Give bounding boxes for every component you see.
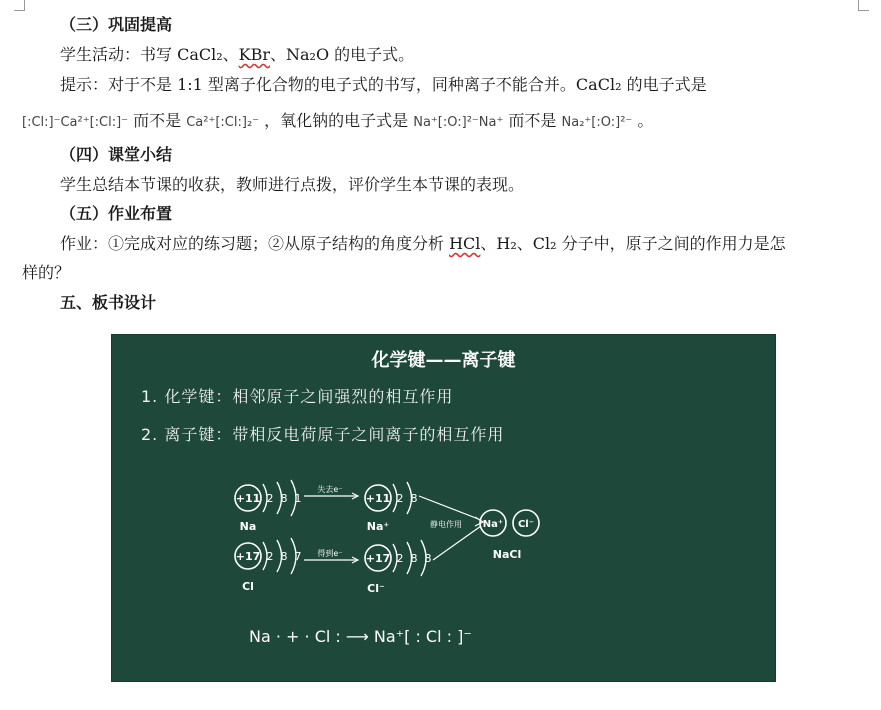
nacl-label: NaCl — [492, 548, 522, 561]
corner-mark-left — [14, 0, 25, 11]
na-atom — [235, 480, 302, 533]
section3-hint: 提示：对于不是 1:1 型离子化合物的电子式的书写，同种离子不能合并。CaCl₂ 的电子式是 — [60, 75, 707, 94]
formula-end: 。 — [637, 111, 654, 130]
na-shell-2: 8 — [280, 492, 288, 505]
corner-mark-right — [858, 0, 869, 11]
cl-label: Cl — [242, 580, 254, 593]
cl-ion-nucleus: +17 — [365, 552, 391, 565]
na-ion-shell-1: 2 — [396, 492, 404, 505]
section5-text-line1: 作业：①完成对应的练习题；②从原子结构的角度分析 HCl、H₂、Cl₂ 分子中，原子之间的作用力是怎 — [60, 234, 786, 253]
na2o-wrong-formula: Na₂⁺[:O:]²⁻ — [561, 115, 633, 130]
cl-ion — [365, 540, 432, 595]
section5-heading: （五）作业布置 — [60, 204, 173, 223]
cl-ion-shell-2: 8 — [410, 552, 418, 565]
nacl-pair — [480, 510, 539, 561]
na-shell-3: 1 — [294, 492, 302, 505]
na-nucleus: +11 — [235, 492, 261, 505]
section3-activity: 学生活动：书写 CaCl₂、KBr、Na₂O 的电子式。 — [60, 45, 415, 64]
electrostatic-label: 静电作用 — [430, 520, 462, 529]
formula-line — [22, 110, 653, 134]
text-not1: 而不是 — [133, 111, 182, 130]
na-ion-nucleus: +11 — [365, 492, 391, 505]
gain-electron-label: 得到e⁻ — [317, 549, 343, 558]
ionic-bond-diagram — [111, 334, 776, 682]
section4-heading: （四）课堂小结 — [60, 145, 173, 164]
hcl-underlined: HCl — [449, 234, 481, 253]
cl-shell-2: 8 — [280, 550, 288, 563]
lose-electron-label: 失去e⁻ — [317, 485, 343, 494]
na-ion-shell-2: 8 — [410, 492, 418, 505]
na-ion — [365, 482, 418, 533]
board-title: 化学键——离子键 — [371, 350, 516, 371]
electron-transfer-equation: Na · + · Cl : ⟶ Na⁺[ : Cl : ]⁻ — [249, 627, 472, 646]
nacl-cl: Cl⁻ — [517, 519, 535, 530]
cacl2-correct-formula: [:Cl:]⁻Ca²⁺[:Cl:]⁻ — [22, 115, 129, 130]
nacl-na: Na⁺ — [482, 519, 504, 530]
board-section-heading: 五、板书设计 — [60, 293, 157, 312]
kbr-underlined: KBr — [238, 45, 271, 64]
section3-heading: （三）巩固提高 — [60, 15, 173, 34]
text-na2o: ，氧化钠的电子式是 — [264, 111, 409, 130]
cl-ion-shell-3: 8 — [424, 552, 432, 565]
board-item1: 1. 化学键：相邻原子之间强烈的相互作用 — [141, 387, 454, 406]
cl-shell-1: 2 — [266, 550, 274, 563]
na2o-correct-formula: Na⁺[:O:]²⁻Na⁺ — [413, 115, 504, 130]
cl-nucleus: +17 — [235, 550, 261, 563]
na-ion-label: Na⁺ — [366, 520, 390, 533]
cl-ion-label: Cl⁻ — [367, 582, 385, 595]
na-label: Na — [239, 520, 257, 533]
cacl2-wrong-formula: Ca²⁺[:Cl:]₂⁻ — [186, 115, 260, 130]
section5-text-line2: 样的？ — [22, 263, 71, 282]
na-shell-1: 2 — [266, 492, 274, 505]
board-item2: 2. 离子键：带相反电荷原子之间离子的相互作用 — [141, 425, 505, 444]
text-not2: 而不是 — [508, 111, 557, 130]
cl-shell-3: 7 — [294, 550, 302, 563]
cl-ion-shell-1: 2 — [396, 552, 404, 565]
section4-text: 学生总结本节课的收获，教师进行点拨，评价学生本节课的表现。 — [60, 175, 525, 194]
cl-atom — [235, 538, 302, 593]
chalkboard — [111, 334, 776, 682]
